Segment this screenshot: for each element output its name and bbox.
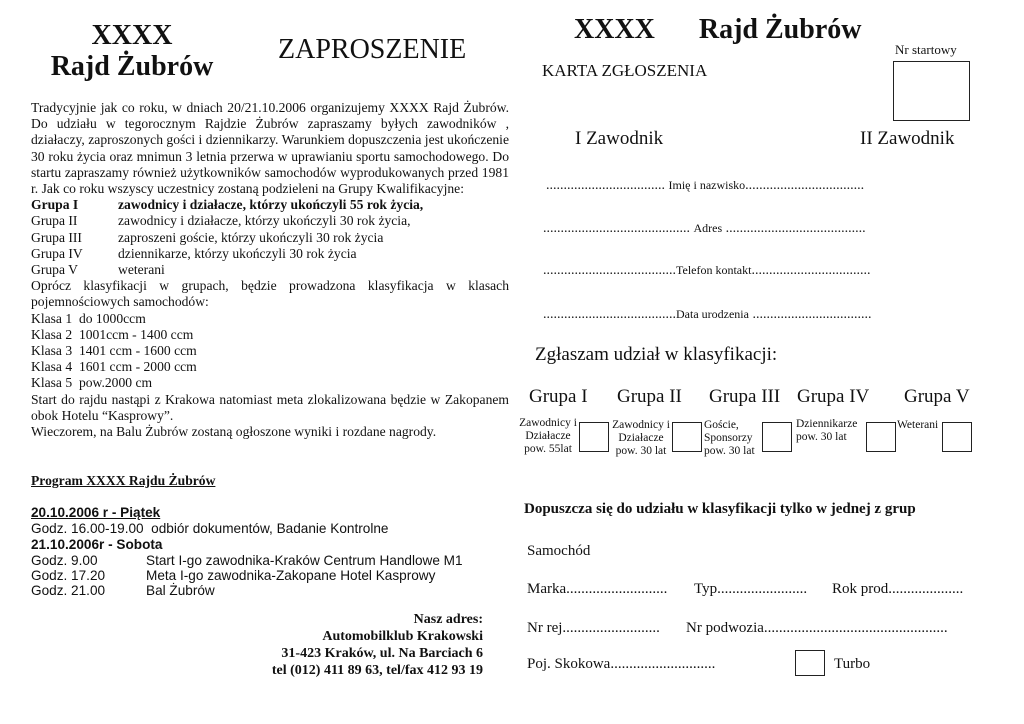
address-phone: tel (012) 411 89 63, tel/fax 412 93 19: [271, 663, 483, 678]
group3-checkbox[interactable]: [762, 422, 792, 452]
program-time: Godz. 17.20: [31, 568, 106, 583]
classes-intro: Oprócz klasyfikacji w grupach, będzie prowadzona klasyfikacja w klasach pojemnościowych samochodów:: [31, 278, 509, 310]
group5-heading: Grupa V: [904, 386, 970, 407]
group3-heading: Grupa III: [709, 386, 781, 407]
turbo-label: Turbo: [834, 656, 871, 672]
left-title-line2: Rajd Żubrów: [50, 51, 214, 82]
program-desc: Meta I-go zawodnika-Zakopane Hotel Kasprowy: [146, 568, 436, 583]
group4-desc: Dziennikarze pow. 30 lat: [796, 418, 858, 443]
chassis-number-field[interactable]: Nr podwozia.................................................: [686, 620, 948, 636]
form-title-name: Rajd Żubrów: [698, 14, 862, 45]
group4-checkbox[interactable]: [866, 422, 896, 452]
class-item: Klasa 4 1601 ccm - 2000 ccm: [31, 359, 197, 375]
competitor2-heading: II Zawodnik: [860, 128, 955, 149]
group-name: Grupa IV: [31, 245, 83, 261]
car-type-field[interactable]: Typ........................: [694, 581, 808, 597]
group5-desc: Weterani: [897, 419, 939, 431]
classification-label: Zgłaszam udział w klasyfikacji:: [535, 344, 778, 365]
address-street: 31-423 Kraków, ul. Na Barciach 6: [281, 646, 483, 661]
group3-desc: Goście, Sponsorzy pow. 30 lat: [704, 419, 755, 457]
field-label: Imię i nazwisko: [668, 178, 746, 192]
turbo-checkbox[interactable]: [795, 650, 825, 676]
group2-checkbox[interactable]: [672, 422, 702, 452]
program-day1: 20.10.2006 r - Piątek: [31, 505, 161, 520]
field-dots-left: ......................................: [543, 263, 676, 278]
group-row: [31, 197, 509, 213]
program-row: [31, 553, 463, 568]
group-row: [31, 246, 509, 262]
field-label: Data urodzenia: [676, 307, 749, 321]
field-row-phone[interactable]: [543, 263, 870, 279]
address-org: Automobilklub Krakowski: [322, 629, 483, 644]
group-desc: dziennikarze, którzy ukończyli 30 rok życia: [118, 245, 357, 261]
class-item: Klasa 2 1001ccm - 1400 ccm: [31, 326, 194, 342]
group1-checkbox[interactable]: [579, 422, 609, 452]
group-desc: zaproszeni goście, którzy ukończyli 30 rok życia: [118, 229, 384, 245]
registration-field[interactable]: Nr rej..........................: [527, 620, 660, 636]
field-dots-right: ........................................: [725, 221, 866, 236]
field-dots-right: ..................................: [751, 263, 871, 278]
program-day2-list: [31, 553, 463, 598]
field-dots-right: ..................................: [745, 178, 865, 193]
form-subtitle: KARTA ZGŁOSZENIA: [542, 61, 708, 80]
group-row: [31, 213, 509, 229]
field-label: Adres: [693, 221, 723, 235]
program-desc: Start I-go zawodnika-Kraków Centrum Handlowe M1: [146, 553, 463, 568]
start-info: Start do rajdu nastąpi z Krakowa natomiast meta zlokalizowana będzie w Zakopanem obok Hotelu “Kasprowy”.: [31, 391, 509, 423]
field-row-name[interactable]: [546, 178, 864, 194]
car-year-field[interactable]: Rok prod....................: [832, 581, 964, 597]
form-title-number: XXXX: [574, 14, 655, 45]
group-row: [31, 262, 509, 278]
left-title: [32, 20, 232, 82]
group1-desc: Zawodnicy i Działacze pow. 55lat: [519, 417, 577, 455]
invitation-body: [31, 100, 509, 440]
program-day2: 21.10.2006r - Sobota: [31, 537, 163, 552]
group-desc: zawodnicy i działacze, którzy ukończyli 30 rok życia,: [118, 213, 411, 229]
group4-heading: Grupa IV: [797, 386, 870, 407]
class-item: Klasa 3 1401 ccm - 1600 ccm: [31, 343, 197, 359]
start-number-box[interactable]: [893, 61, 970, 121]
group-name: Grupa II: [31, 213, 78, 229]
class-item: Klasa 5 pow.2000 cm: [31, 375, 153, 391]
field-dots-right: ..................................: [752, 307, 872, 322]
field-dots-left: ......................................: [543, 307, 676, 322]
group2-heading: Grupa II: [617, 386, 682, 407]
program-time: Godz. 9.00: [31, 553, 98, 568]
field-label: Telefon kontakt: [676, 263, 752, 277]
engine-capacity-field[interactable]: Poj. Skokowa............................: [527, 656, 716, 672]
program-desc: Bal Żubrów: [146, 583, 215, 598]
field-row-address[interactable]: [543, 221, 866, 237]
intro-paragraph: Tradycyjnie jak co roku, w dniach 20/21.10.2006 organizujemy XXXX Rajd Żubrów. Do udziału w tegorocznym Rajdzie Żubrów zapraszamy byłych zawodników , działaczy, zaproszonych gości i dziennikarzy. Warunkiem dopuszczenia jest ukończenie 30 roku życia oraz mnimun 3 letnia przerwa w uprawianiu sportu samochodowego. Do startu zapraszamy również użytkowników samochodów wyprodukowanych przed 1981 r. Jak co roku wszyscy uczestnicy zostaną podzieleni na Grupy Kwalifikacyjne:: [31, 100, 509, 197]
program-day1-item: Godz. 16.00-19.00 odbiór dokumentów, Badanie Kontrolne: [31, 521, 389, 536]
field-dots-left: ..........................................: [543, 221, 690, 236]
program-title: Program XXXX Rajdu Żubrów: [31, 473, 216, 488]
competitor1-heading: I Zawodnik: [575, 128, 664, 149]
form-title: [574, 14, 861, 46]
group-desc: zawodnicy i działacze, którzy ukończyli 55 rok życia,: [118, 197, 424, 213]
group-name: Grupa V: [31, 262, 78, 278]
car-label: Samochód: [527, 543, 591, 559]
address-block: [272, 611, 483, 679]
class-item: Klasa 1 do 1000ccm: [31, 310, 146, 326]
start-number-label: Nr startowy: [895, 42, 957, 57]
group-name: Grupa III: [31, 229, 82, 245]
group5-checkbox[interactable]: [942, 422, 972, 452]
field-dots-left: ..................................: [546, 178, 665, 193]
group-row: [31, 230, 509, 246]
evening-info: Wieczorem, na Balu Żubrów zostaną ogłoszone wyniki i rozdane nagrody.: [31, 424, 437, 440]
left-title-line1: XXXX: [91, 20, 173, 51]
group-name: Grupa I: [31, 197, 79, 213]
single-group-note: Dopuszcza się do udziału w klasyfikacji tylko w jednej z grup: [524, 501, 916, 517]
program-time: Godz. 21.00: [31, 583, 106, 598]
car-make-field[interactable]: Marka...........................: [527, 581, 668, 597]
program-row: [31, 568, 463, 583]
program-row: [31, 583, 463, 598]
address-label: Nasz adres:: [413, 612, 483, 627]
field-row-birthdate[interactable]: [543, 307, 871, 323]
invitation-heading: ZAPROSZENIE: [278, 34, 467, 65]
group-desc: weterani: [118, 262, 165, 278]
group2-desc: Zawodnicy i Działacze pow. 30 lat: [612, 419, 670, 457]
group1-heading: Grupa I: [529, 386, 588, 407]
